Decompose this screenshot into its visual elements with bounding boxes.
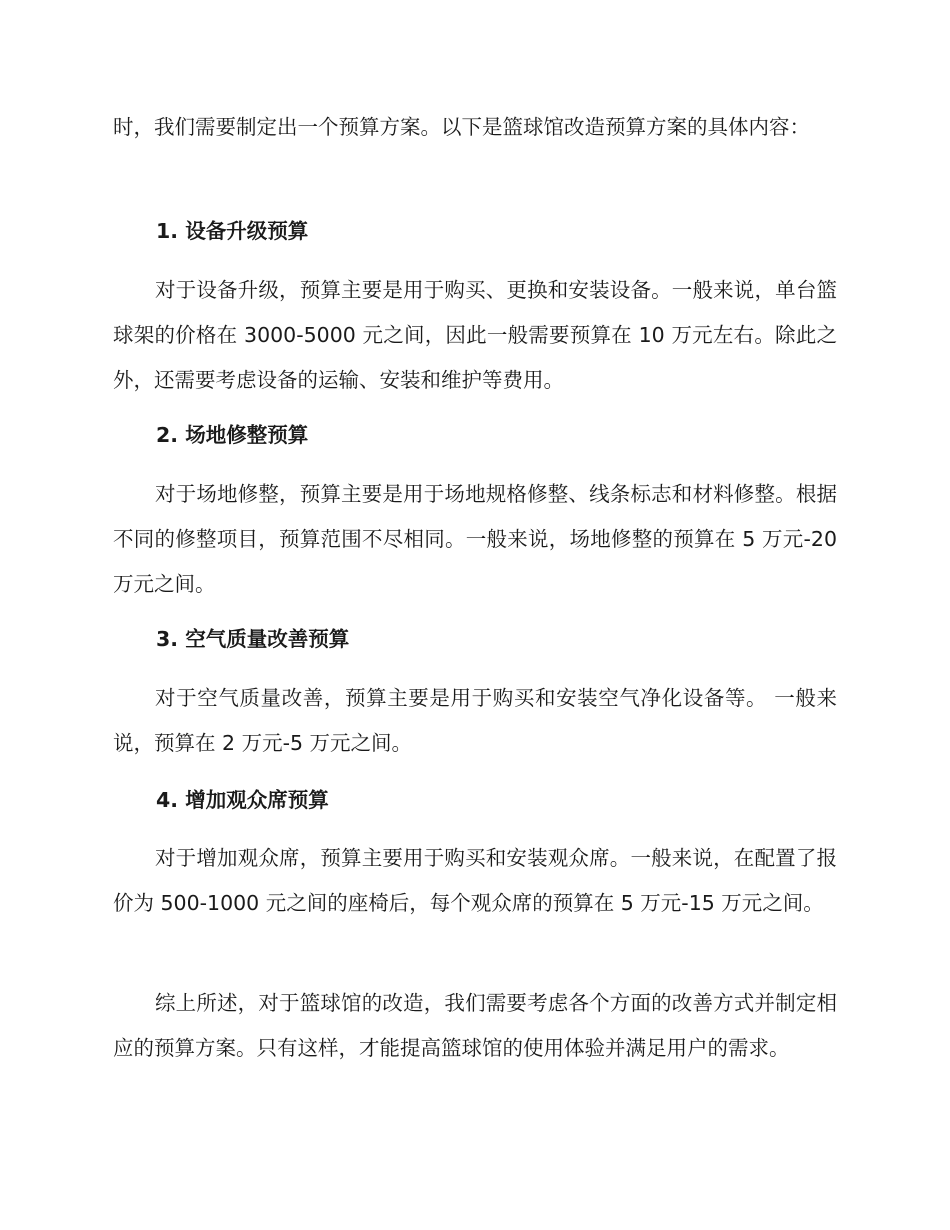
section-body-air-quality: 对于空气质量改善，预算主要是用于购买和安装空气净化设备等。 一般来说，预算在 2 万元-5 万元之间。 [113,686,837,755]
section-heading-equipment: 1. 设备升级预算 [156,219,309,243]
section-body-equipment: 对于设备升级，预算主要是用于购买、更换和安装设备。一般来说，单台篮球架的价格在 3000-5000 元之间，因此一般需要预算在 10 万元左右。除此之外，还需要考虑设备的运输、安装和维护等费用。 [113,278,837,392]
section-heading-venue: 2. 场地修整预算 [156,423,309,447]
section-heading-air-quality: 3. 空气质量改善预算 [156,627,350,651]
section-body-venue: 对于场地修整，预算主要是用于场地规格修整、线条标志和材料修整。根据不同的修整项目，预算范围不尽相同。一般来说，场地修整的预算在 5 万元-20 万元之间。 [113,482,837,596]
section-body-seating: 对于增加观众席，预算主要用于购买和安装观众席。一般来说，在配置了报价为 500-1000 元之间的座椅后，每个观众席的预算在 5 万元-15 万元之间。 [113,846,837,915]
conclusion-paragraph: 综上所述，对于篮球馆的改造，我们需要考虑各个方面的改善方式并制定相应的预算方案。只有这样，才能提高篮球馆的使用体验并满足用户的需求。 [113,991,837,1060]
section-heading-seating: 4. 增加观众席预算 [156,788,329,812]
intro-paragraph: 时，我们需要制定出一个预算方案。以下是篮球馆改造预算方案的具体内容： [113,115,810,139]
